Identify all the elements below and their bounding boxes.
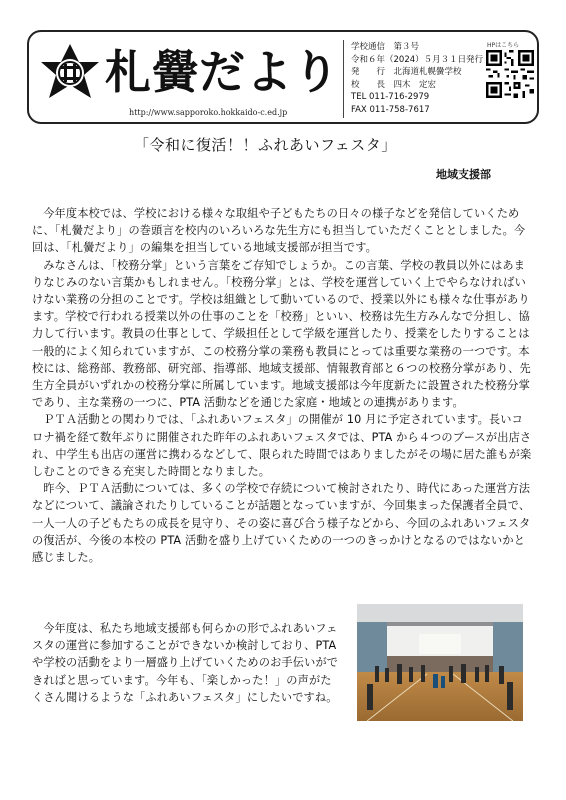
paragraph: みなさんは、「校務分掌」という言葉をご存知でしょうか。この言葉、学校の教員以外にはあまりなじみのない言葉かもしれません。「校務分掌」とは、学校を運営していく上でやらなければいけない業務の分担のことです。学校は組織として動いているので、授業以外にも様々な仕事があります。学校で行われる授業以外の仕事のことを「校務」といい、校務は先生方みんなで分担し、協力して行います。教員の仕事として、学級担任として学級を運営したり、授業をしたりすることは一般的によく知られていますが、この校務分掌の業務も教員にとっては重要な業務の一つです。本校には、総務部、教務部、研究部、指導部、地域支援部、情報教育部と６つの校務分掌があり、先生方全員がいずれかの校務分掌に所属しています。地域支援部は今年度新たに設置された校務分掌であり、主な業務の一つに、PTA 活動などを通じた家庭・地域との連携があります。: [32, 258, 531, 410]
gymnasium-photo: [357, 604, 523, 721]
school-url[interactable]: http://www.sapporoko.hokkaido-c.ed.jp: [129, 108, 288, 117]
newsletter-title: 札黌だより: [105, 45, 340, 99]
issue-date: 令和６年（2024）５月３１日発行: [351, 54, 484, 65]
closing-paragraph: 今年度は、私たち地域支援部も何らかの形でふれあいフェスタの運営に参加することができないか検討しており、PTA や学校の活動をより一層盛り上げていくためのお手伝いができればと思っています。今年も、「楽しかった！」の声がたくさん聞けるような「ふれあいフェスタ」にしたいですね。: [32, 622, 339, 704]
principal: 校 長 四木 定宏: [351, 79, 437, 90]
divider: [343, 40, 344, 118]
paragraph: 昨今、ＰＴＡ活動については、多くの学校で存続について検討されたり、時代にあった運営方法などについて、議論されたりしていることが話題となっていますが、今回集まった保護者全員で、一人一人の子どもたちの成長を見守り、その姿に喜び合う様子などから、今回のふれあいフェスタの復活が、今後の本校の PTA 活動を盛り上げていくための一つのきっかけとなるのではないかと感じました。: [32, 482, 531, 565]
paragraph: 今年度本校では、学校における様々な取組や子どもたちの日々の様子などを発信していくために、「札黌だより」の巻頭言を校内のいろいろな先生方にも担当していただくこととしました。今回は、「札黌だより」の編集を担当している地域支援部が担当です。: [32, 207, 526, 255]
publication-info: [351, 41, 483, 116]
paragraph: ＰＴＡ活動との関わりでは、「ふれあいフェスタ」の開催が 10 月に予定されています。長いコロナ禍を経て数年ぶりに開催された昨年のふれあいフェスタでは、PTA から４つのブースが出店され、中学生も出店の運営に携わるなどして、限られた時間ではありましたがその場に居た誰もが楽しむことのできる充実した時間となりました。: [32, 413, 532, 479]
article-body: [32, 205, 532, 566]
publisher: 発 行 北海道札幌黌学校: [351, 67, 462, 77]
qr-label: HPはこちら: [487, 42, 520, 49]
masthead: [27, 30, 539, 124]
article-headline: 「令和に復活！！ふれあいフェスタ」: [134, 136, 397, 154]
telephone: TEL 011-716-2979: [351, 92, 430, 102]
article-department: 地域支援部: [436, 168, 491, 181]
closing-section: [32, 620, 342, 706]
school-emblem-icon: [39, 42, 101, 104]
fax: FAX 011-758-7617: [351, 104, 430, 115]
qr-code-icon[interactable]: [486, 50, 534, 98]
issue-number: 学校通信 第３号: [351, 42, 420, 52]
